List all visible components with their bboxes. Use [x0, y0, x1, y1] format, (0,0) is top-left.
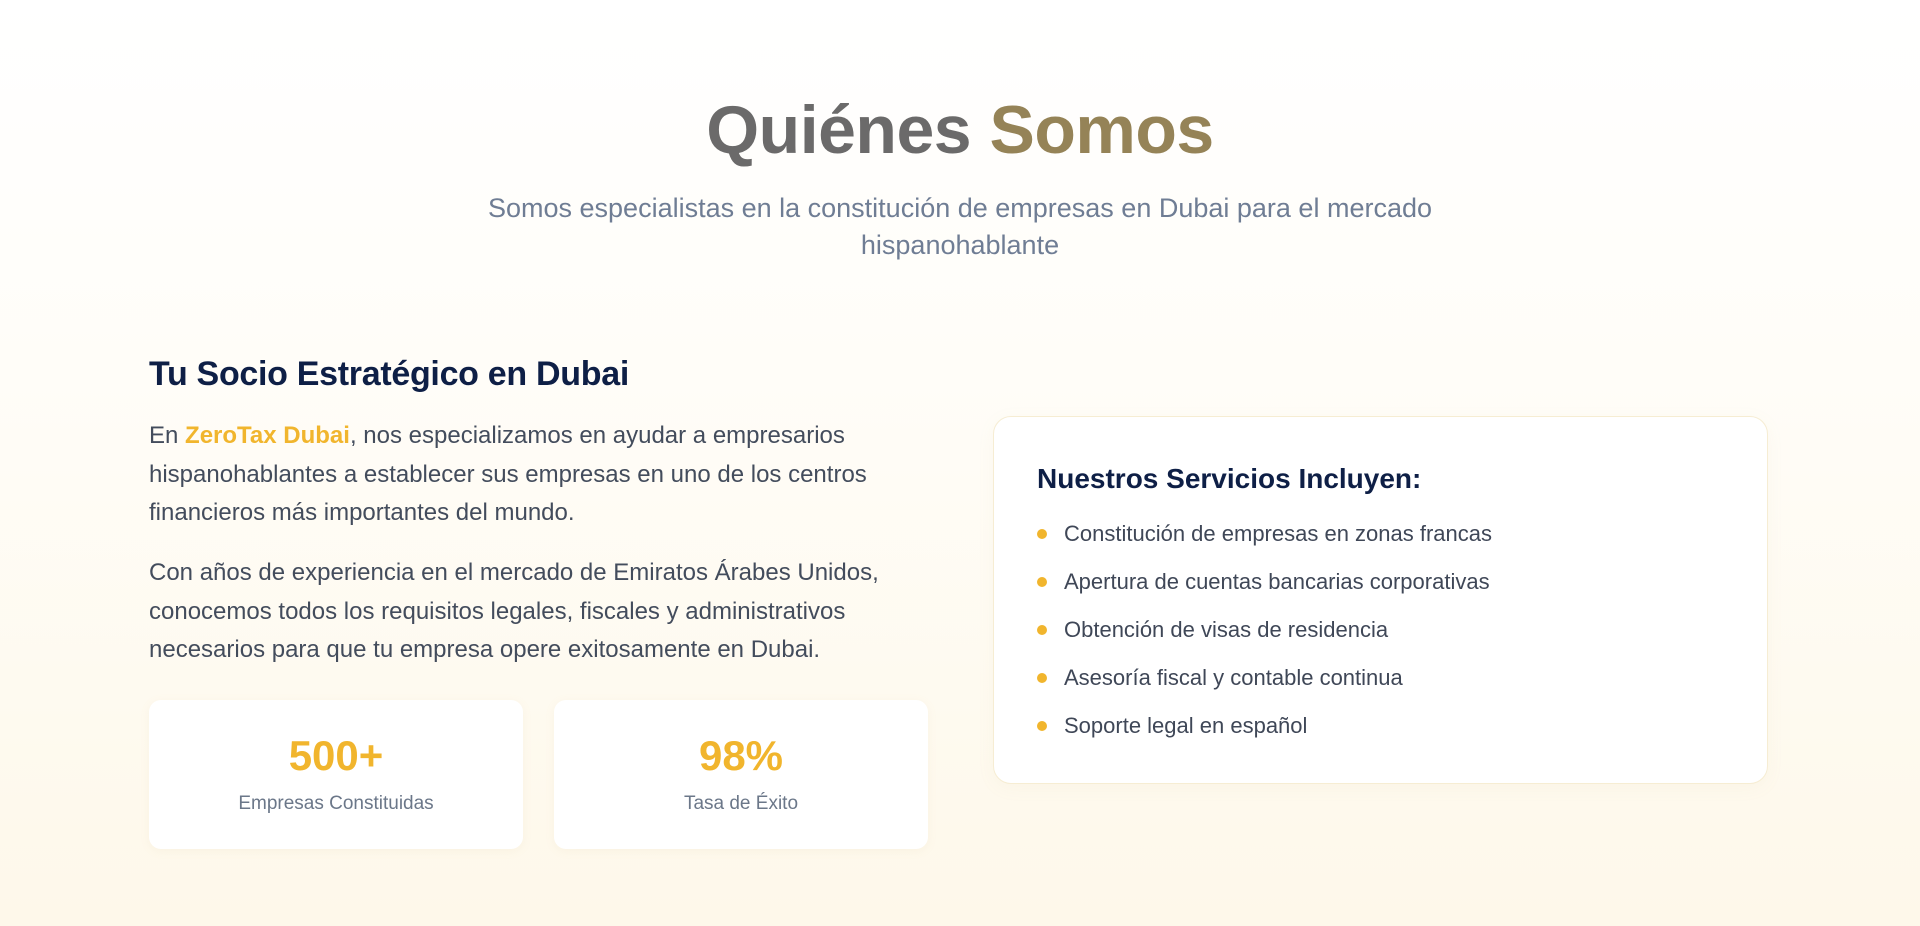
service-item-label: Soporte legal en español [1064, 713, 1308, 738]
service-item [1037, 518, 1492, 566]
about-heading: Tu Socio Estratégico en Dubai [149, 355, 629, 393]
section-title [0, 88, 1920, 172]
service-item [1037, 566, 1492, 614]
service-item-label: Obtención de visas de residencia [1064, 617, 1389, 642]
service-item-label: Constitución de empresas en zonas francas [1064, 521, 1493, 546]
about-paragraph-1 [149, 417, 909, 533]
service-item [1037, 710, 1492, 758]
about-paragraph-1-rest: , nos especializamos en ayudar a empresarios hispanohablantes a establecer sus empresas en uno de los centros financieros más importantes del mundo. [149, 422, 867, 526]
stat-value: 500+ [288, 732, 384, 779]
service-item-label: Apertura de cuentas bancarias corporativas [1064, 569, 1490, 594]
brand-name: ZeroTax Dubai [185, 422, 350, 449]
bullet-dot-icon [1037, 673, 1047, 683]
section-title-part2: Somos [989, 92, 1214, 168]
about-paragraph-2: Con años de experiencia en el mercado de Emiratos Árabes Unidos, conocemos todos los requisitos legales, fiscales y administrativos necesarios para que tu empresa opere exitosamente en Dubai. [149, 559, 879, 663]
service-item-label: Asesoría fiscal y contable continua [1064, 665, 1403, 690]
stat-value: 98% [698, 732, 784, 779]
bullet-dot-icon [1037, 529, 1047, 539]
stat-card-companies [149, 700, 523, 849]
services-card [993, 416, 1768, 784]
about-content [149, 352, 939, 663]
bullet-dot-icon [1037, 577, 1047, 587]
services-list [1037, 518, 1492, 758]
section-subtitle: Somos especialistas en la constitución de empresas en Dubai para el mercado hispanohablante [487, 193, 1432, 260]
stat-label: Tasa de Éxito [683, 793, 799, 814]
stat-card-success-rate [554, 700, 928, 849]
bullet-dot-icon [1037, 625, 1047, 635]
stat-label: Empresas Constituidas [238, 793, 434, 814]
services-heading: Nuestros Servicios Incluyen: [1037, 463, 1422, 494]
service-item [1037, 614, 1492, 662]
about-paragraph-1-prefix: En [149, 422, 186, 449]
service-item [1037, 662, 1492, 710]
bullet-dot-icon [1037, 721, 1047, 731]
section-title-part1: Quiénes [706, 92, 972, 168]
